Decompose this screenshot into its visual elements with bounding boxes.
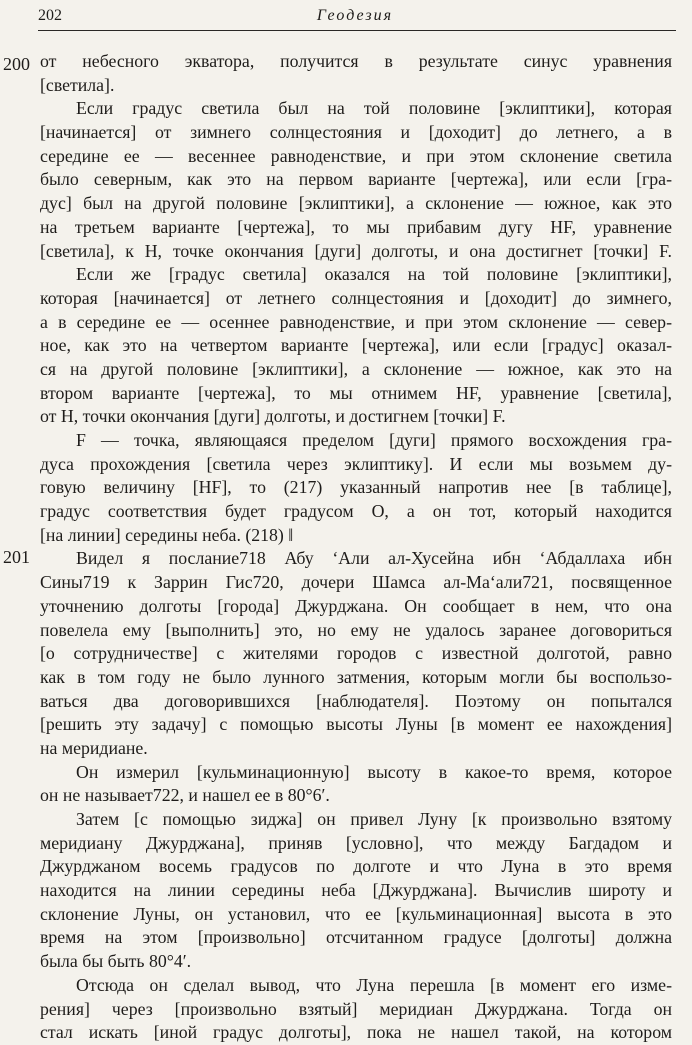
header-rule [38,30,676,31]
text-line: Если же [градус светила] оказался на той половине [эклиптики], [76,264,672,285]
running-title: Геодезия [316,7,394,24]
text-line: Видел я послание718 Абу ‘Али ал-Хусейна ибн ‘Абдаллаха ибн [76,548,672,569]
text-line: говую величину [HF], то (217) указанный напротив нее [в таблице], [40,477,672,498]
text-line: стал искать [иной градус долготы], пока не нашел такой, на котором [40,1022,672,1043]
text-line: Если градус светила был на той половине [эклиптики], которая [76,98,672,119]
margin-number-201: 201 [3,547,30,567]
text-line: дуса прохождения [светила через эклиптику]. И если мы возьмем ду- [40,453,672,474]
text-line: [решить эту задачу] с помощью высоты Луны [в момент ее нахождения] [40,714,672,735]
text-line: середине ее — весеннее равноденствие, и при этом склонение светила [40,145,672,166]
text-line: он не называет722, и нашел ее в 80°6′. [40,785,330,806]
text-line: рения] через [произвольно взятый] меридиан Джурджана. Тогда он [40,998,672,1019]
body-text [40,50,672,1045]
text-line: Отсюда он сделал вывод, что Луна перешла [в момент его изме- [76,974,672,995]
text-line: меридиану Джурджана], приняв [условно], что между Багдадом и [40,832,672,853]
text-line: [начинается] от зимнего солнцестояния и [доходит] до летнего, а в [40,122,672,143]
text-line: ся на другой половине [эклиптики], а склонение — южное, как это на [40,358,672,379]
margin-number-200: 200 [3,54,30,74]
text-line: на третьем варианте [чертежа], то мы прибавим дугу HF, уравнение [40,216,672,237]
text-line: уточнению долготы [города] Джурджана. Он сообщает в нем, что она [40,595,672,616]
text-line: было северным, как это на первом варианте [чертежа], или если [гра- [40,169,672,190]
text-line: втором варианте [чертежа], то мы отнимем HF, уравнение [светила], [40,382,672,403]
text-line: находится на линии середины неба [Джурджана]. Вычислив широту и [40,880,672,901]
text-line: время на этом [произвольно] отсчитанном градусе [долготы] должна [40,927,672,948]
page-header [38,4,672,28]
text-line: [светила]. [40,74,115,95]
text-line: на меридиане. [40,737,148,758]
text-line: ваться два договорившихся [наблюдателя]. Поэтому он попытался [40,690,672,711]
text-line: [светила], к H, точке окончания [дуги] долготы, и она достигнет [точки] F. [40,240,672,261]
text-line: Джурджаном восемь градусов по долготе и что Луна в это время [40,856,672,877]
text-line: дус] был на другой половине [эклиптики], а склонение — южное, как это [40,193,672,214]
text-line: от H, точки окончания [дуги] долготы, и достигнем [точки] F. [40,406,506,427]
page-number: 202 [38,7,62,24]
text-line: которая [начинается] от летнего солнцестояния и [доходит] до зимнего, [40,287,672,308]
text-line: Сины719 к Заррин Гис720, дочери Шамса ал-Ма‘али721, посвященное [40,572,672,593]
text-line: [на линии] середины неба. (218) ‖ [40,524,294,545]
text-line: градус соответствия будет градусом O, а он тот, который находится [40,501,672,522]
text-line: как в том году не было лунного затмения, которым могли бы воспользо- [40,666,672,687]
text-line: повелела ему [выполнить] это, но ему не удалось заранее договориться [40,619,672,640]
text-line: Затем [с помощью зиджа] он привел Луну [к произвольно взятому [76,809,672,829]
text-line: ное, как это на четвертом варианте [чертежа], или если [градус] оказал- [40,335,672,356]
text-line: а в середине ее — осеннее равноденствие, и при этом склонение — север- [40,311,672,332]
text-line: F — точка, являющаяся пределом [дуги] прямого восхождения гра- [76,430,672,450]
text-line: от небесного экватора, получится в результате синус уравнения [40,51,672,71]
text-line: Он измерил [кульминационную] высоту в какое-то время, которое [76,761,672,782]
text-line: была бы быть 80°4′. [40,951,192,972]
text-line: склонение Луны, он установил, что ее [кульминационная] высота в это [40,903,672,924]
text-line: [о сотрудничестве] с жителями городов с известной долготой, равно [40,643,672,664]
